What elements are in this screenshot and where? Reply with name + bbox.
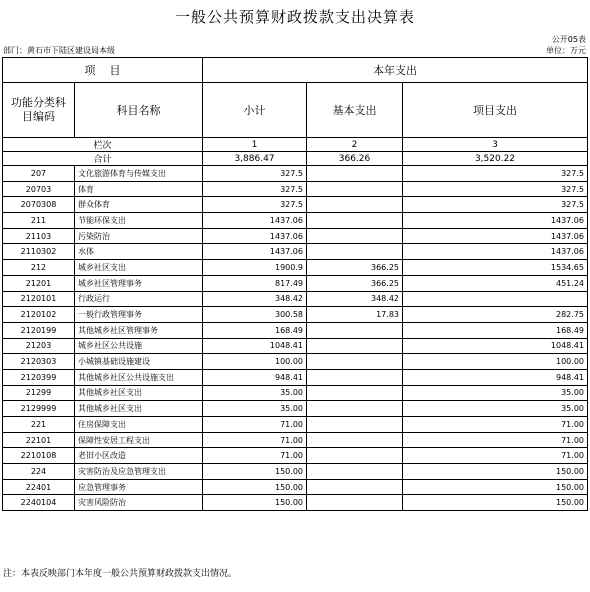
row-subtotal: 71.00 [203,432,307,448]
row-subject-name: 应急管理事务 [75,479,203,495]
header-subject-name: 科目名称 [75,83,203,138]
row-code: 2120101 [3,291,75,307]
row-subject-name: 其他城乡社区公共设施支出 [75,369,203,385]
column-number-row [3,138,588,152]
form-number: 公开05表 [551,35,586,44]
department-label: 部门：黄石市下陆区建设局本级 [3,46,115,55]
row-subject-name: 老旧小区改造 [75,448,203,464]
row-subject-name: 城乡社区公共设施 [75,338,203,354]
row-code: 22101 [3,432,75,448]
row-project: 1437.06 [403,213,588,229]
row-subject-name: 灾害防治及应急管理支出 [75,464,203,480]
row-code: 224 [3,464,75,480]
row-basic [307,479,403,495]
total-basic: 366.26 [307,152,403,166]
row-subject-name: 污染防治 [75,228,203,244]
row-subtotal: 327.5 [203,166,307,182]
row-subject-name: 城乡社区支出 [75,260,203,276]
row-subtotal: 168.49 [203,322,307,338]
row-subtotal: 150.00 [203,479,307,495]
row-project [403,291,588,307]
table-row [3,401,588,417]
row-project: 1048.41 [403,338,588,354]
row-basic: 366.25 [307,275,403,291]
row-basic [307,166,403,182]
total-row [3,152,588,166]
header-item: 项 目 [3,58,203,83]
row-subtotal: 35.00 [203,385,307,401]
column-number-1: 1 [203,138,307,152]
row-subject-name: 群众体育 [75,197,203,213]
row-basic [307,464,403,480]
row-code: 2120399 [3,369,75,385]
row-subtotal: 300.58 [203,307,307,323]
row-project: 282.75 [403,307,588,323]
row-subtotal: 1437.06 [203,244,307,260]
row-basic [307,385,403,401]
row-code: 2129999 [3,401,75,417]
row-subtotal: 150.00 [203,464,307,480]
row-code: 2120303 [3,354,75,370]
row-subtotal: 100.00 [203,354,307,370]
row-code: 21103 [3,228,75,244]
table-row [3,228,588,244]
row-code: 20703 [3,181,75,197]
row-code: 2240104 [3,495,75,511]
row-subject-name: 体育 [75,181,203,197]
table-row [3,166,588,182]
row-subtotal: 817.49 [203,275,307,291]
header-func-code: 功能分类科目编码 [3,83,75,138]
row-project: 35.00 [403,385,588,401]
total-label: 合计 [3,152,203,166]
row-subtotal: 327.5 [203,197,307,213]
row-basic [307,228,403,244]
row-basic [307,432,403,448]
row-subject-name: 城乡社区管理事务 [75,275,203,291]
table-row [3,275,588,291]
table-row [3,260,588,276]
row-project: 71.00 [403,448,588,464]
row-code: 212 [3,260,75,276]
column-number-2: 2 [307,138,403,152]
row-project: 150.00 [403,479,588,495]
row-project: 168.49 [403,322,588,338]
row-project: 71.00 [403,417,588,433]
table-row [3,213,588,229]
row-subtotal: 35.00 [203,401,307,417]
row-project: 100.00 [403,354,588,370]
row-subject-name: 其他城乡社区支出 [75,385,203,401]
table-row [3,181,588,197]
header-annual-expense: 本年支出 [203,58,588,83]
row-project: 948.41 [403,369,588,385]
row-basic [307,448,403,464]
table-row [3,385,588,401]
row-basic [307,181,403,197]
row-basic [307,213,403,229]
row-subtotal: 150.00 [203,495,307,511]
header-project: 项目支出 [403,83,588,138]
row-subject-name: 其他城乡社区管理事务 [75,322,203,338]
row-project: 327.5 [403,181,588,197]
row-project: 1437.06 [403,228,588,244]
row-code: 2210108 [3,448,75,464]
expense-table [2,57,588,511]
row-basic [307,322,403,338]
row-code: 211 [3,213,75,229]
row-code: 21203 [3,338,75,354]
row-project: 150.00 [403,495,588,511]
row-basic: 17.83 [307,307,403,323]
table-row [3,464,588,480]
table-row [3,495,588,511]
row-basic [307,495,403,511]
footnote: 注：本表反映部门本年度一般公共预算财政拨款支出情况。 [3,569,238,579]
table-row [3,354,588,370]
row-project: 35.00 [403,401,588,417]
unit-label: 单位：万元 [546,46,586,55]
table-row [3,432,588,448]
row-subtotal: 948.41 [203,369,307,385]
row-code: 2070308 [3,197,75,213]
row-basic: 348.42 [307,291,403,307]
total-project: 3,520.22 [403,152,588,166]
row-basic [307,197,403,213]
row-code: 2120199 [3,322,75,338]
row-basic [307,354,403,370]
table-row [3,322,588,338]
row-subtotal: 1048.41 [203,338,307,354]
table-row [3,417,588,433]
row-project: 71.00 [403,432,588,448]
table-row [3,244,588,260]
row-basic: 366.25 [307,260,403,276]
row-code: 207 [3,166,75,182]
row-subject-name: 小城镇基础设施建设 [75,354,203,370]
row-code: 22401 [3,479,75,495]
row-project: 1534.65 [403,260,588,276]
row-subject-name: 节能环保支出 [75,213,203,229]
row-project: 451.24 [403,275,588,291]
header-row-2 [3,83,588,138]
table-row [3,307,588,323]
report-title: 一般公共预算财政拨款支出决算表 [174,8,415,26]
row-subtotal: 348.42 [203,291,307,307]
row-subject-name: 保障性安居工程支出 [75,432,203,448]
row-basic [307,401,403,417]
row-subject-name: 住房保障支出 [75,417,203,433]
row-subject-name: 文化旅游体育与传媒支出 [75,166,203,182]
row-basic [307,244,403,260]
table-row [3,369,588,385]
row-subtotal: 1900.9 [203,260,307,276]
table-row [3,197,588,213]
row-code: 2120102 [3,307,75,323]
row-subtotal: 71.00 [203,448,307,464]
row-project: 150.00 [403,464,588,480]
header-basic: 基本支出 [307,83,403,138]
total-subtotal: 3,886.47 [203,152,307,166]
header-subtotal: 小计 [203,83,307,138]
row-project: 327.5 [403,197,588,213]
table-row [3,479,588,495]
row-subtotal: 1437.06 [203,213,307,229]
row-subtotal: 327.5 [203,181,307,197]
row-basic [307,417,403,433]
row-subject-name: 一般行政管理事务 [75,307,203,323]
table-row [3,291,588,307]
row-subject-name: 水体 [75,244,203,260]
row-project: 327.5 [403,166,588,182]
row-basic [307,369,403,385]
row-subject-name: 行政运行 [75,291,203,307]
table-row [3,448,588,464]
row-code: 21299 [3,385,75,401]
row-basic [307,338,403,354]
row-code: 221 [3,417,75,433]
table-row [3,338,588,354]
row-project: 1437.06 [403,244,588,260]
row-subtotal: 71.00 [203,417,307,433]
header-row-1 [3,58,588,83]
row-subject-name: 其他城乡社区支出 [75,401,203,417]
row-code: 21201 [3,275,75,291]
column-number-3: 3 [403,138,588,152]
row-subtotal: 1437.06 [203,228,307,244]
row-code: 2110302 [3,244,75,260]
row-subject-name: 灾害风险防治 [75,495,203,511]
column-number-label: 栏次 [3,138,203,152]
